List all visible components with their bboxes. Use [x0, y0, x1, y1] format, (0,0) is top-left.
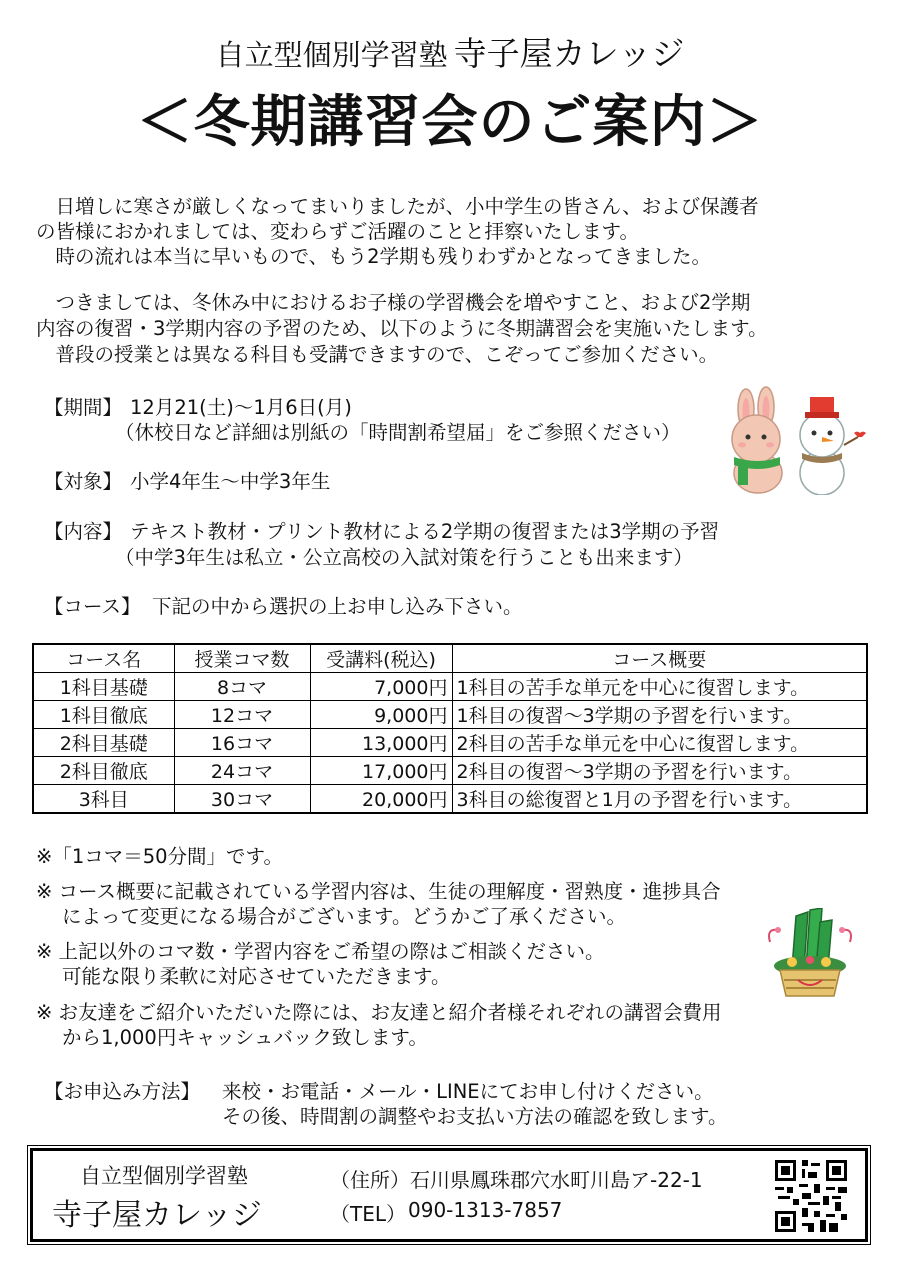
col-header-course: コース名 — [33, 644, 174, 673]
content-note: （中学3年生は私立・公立高校の入試対策を行うことも出来ます） — [115, 546, 693, 569]
course-summary: 2科目の復習～3学期の予習を行います。 — [452, 757, 867, 785]
apply-line-2: その後、時間割の調整やお支払い方法の確認を致します。 — [222, 1105, 728, 1128]
course-periods: 8コマ — [174, 673, 310, 701]
course-summary: 1科目の復習～3学期の予習を行います。 — [452, 701, 867, 729]
note-3-line-2: 可能な限り柔軟に対応させていただきます。 — [62, 965, 451, 988]
course-fee: 17,000円 — [310, 757, 452, 785]
course-summary: 3科目の総復習と1月の予習を行います。 — [452, 785, 867, 814]
course-summary: 2科目の苦手な単元を中心に復習します。 — [452, 729, 867, 757]
table-row — [33, 729, 867, 757]
course-fee: 20,000円 — [310, 785, 452, 814]
course-value: 下記の中から選択の上お申し込み下さい。 — [152, 595, 523, 618]
course-name: 2科目徹底 — [33, 757, 174, 785]
note-4-line-2: から1,000円キャッシュバック致します。 — [62, 1026, 428, 1049]
table-row — [33, 701, 867, 729]
course-periods: 16コマ — [174, 729, 310, 757]
course-fee: 7,000円 — [310, 673, 452, 701]
course-label: 【コース】 — [44, 595, 141, 618]
apply-label: 【お申込み方法】 — [44, 1080, 201, 1103]
content-value: テキスト教材・プリント教材による2学期の復習または3学期の予習 — [130, 520, 720, 543]
intro-line-4: つきましては、冬休み中におけるお子様の学習機会を増やすこと、および2学期 — [36, 291, 751, 314]
apply-line-1: 来校・お電話・メール・LINEにてお申し付けください。 — [222, 1080, 714, 1103]
table-row — [33, 785, 867, 814]
kadomatsu-illustration — [762, 908, 858, 1000]
note-1: ※「1コマ＝50分間」です。 — [36, 845, 283, 868]
intro-line-5: 内容の復習・3学期内容の予習のため、以下のように冬期講習会を実施いたします。 — [36, 317, 768, 340]
tel-value: 090-1313-7857 — [408, 1198, 563, 1222]
target-value: 小学4年生～中学3年生 — [130, 470, 331, 493]
note-2-line-2: によって変更になる場合がございます。どうかご了承ください。 — [62, 905, 626, 928]
qr-code-icon[interactable] — [775, 1160, 847, 1232]
footer-school-name: 寺子屋カレッジ — [52, 1198, 262, 1233]
course-name: 3科目 — [33, 785, 174, 814]
intro-line-2: の皆様におかれましては、変わらずご活躍のことと拝察いたします。 — [36, 220, 639, 243]
table-header-row — [33, 644, 867, 673]
intro-line-3: 時の流れは本当に早いもので、もう2学期も残りわずかとなってきました。 — [36, 245, 712, 268]
table-row — [33, 673, 867, 701]
course-periods: 12コマ — [174, 701, 310, 729]
note-2-line-1: ※ コース概要に記載されている学習内容は、生徒の理解度・習熟度・進捗具合 — [36, 880, 721, 903]
course-name: 2科目基礎 — [33, 729, 174, 757]
content-label: 【内容】 — [44, 520, 123, 543]
course-table — [32, 643, 868, 814]
col-header-periods: 授業コマ数 — [174, 644, 310, 673]
col-header-summary: コース概要 — [452, 644, 867, 673]
course-name: 1科目基礎 — [33, 673, 174, 701]
school-type: 自立型個別学習塾 — [215, 38, 448, 72]
footer-school-type: 自立型個別学習塾 — [80, 1164, 248, 1188]
tel-label: （TEL） — [330, 1202, 406, 1226]
course-periods: 24コマ — [174, 757, 310, 785]
page-title: ＜冬期講習会のご案内＞ — [136, 90, 764, 155]
address-label: （住所） — [330, 1168, 410, 1192]
table-row — [33, 757, 867, 785]
course-periods: 30コマ — [174, 785, 310, 814]
course-summary: 1科目の苦手な単元を中心に復習します。 — [452, 673, 867, 701]
period-label: 【期間】 — [44, 396, 123, 419]
address-value: 石川県鳳珠郡穴水町川島ア-22-1 — [410, 1168, 703, 1192]
course-fee: 13,000円 — [310, 729, 452, 757]
rabbit-snowman-illustration — [718, 385, 866, 495]
col-header-fee: 受講料(税込) — [310, 644, 452, 673]
period-value: 12月21(土)～1月6日(月) — [130, 396, 352, 419]
period-note: （休校日など詳細は別紙の「時間割希望届」をご参照ください） — [115, 421, 681, 444]
header-subtitle — [0, 28, 900, 75]
intro-line-6: 普段の授業とは異なる科目も受講できますので、こぞってご参加ください。 — [36, 343, 719, 366]
school-brand: 寺子屋カレッジ — [453, 34, 685, 73]
target-label: 【対象】 — [44, 470, 123, 493]
course-fee: 9,000円 — [310, 701, 452, 729]
note-3-line-1: ※ 上記以外のコマ数・学習内容をご希望の際はご相談ください。 — [36, 940, 605, 963]
intro-line-1: 日増しに寒さが厳しくなってまいりましたが、小中学生の皆さん、および保護者 — [36, 195, 759, 218]
note-4-line-1: ※ お友達をご紹介いただいた際には、お友達と紹介者様それぞれの講習会費用 — [36, 1001, 722, 1024]
course-name: 1科目徹底 — [33, 701, 174, 729]
